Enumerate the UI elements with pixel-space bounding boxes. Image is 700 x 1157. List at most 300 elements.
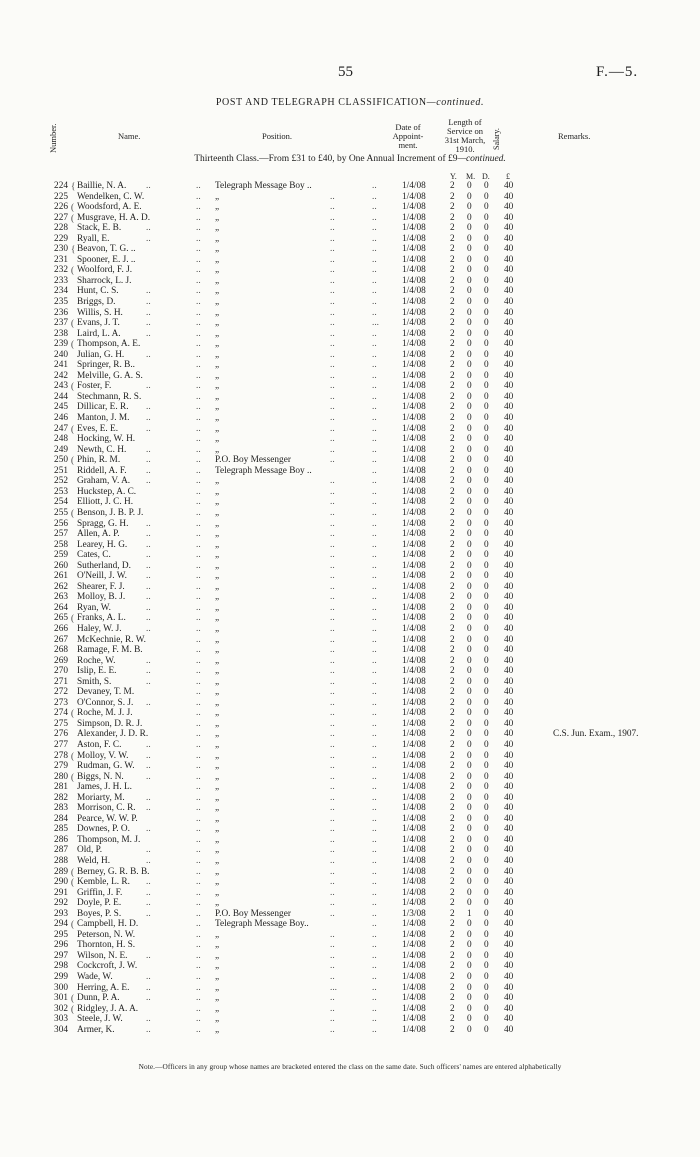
row-date: 1/4/08 <box>402 423 426 434</box>
row-months: 0 <box>467 972 472 983</box>
row-months: 0 <box>467 476 472 487</box>
row-number: 269 <box>54 655 68 666</box>
row-months: 0 <box>467 761 472 772</box>
row-date: 1/4/08 <box>402 486 426 497</box>
row-days: 0 <box>484 349 489 360</box>
row-salary: 40 <box>504 507 514 518</box>
row-leader: .. <box>372 845 377 856</box>
row-position: „ <box>215 877 220 888</box>
row-position: „ <box>215 856 220 866</box>
row-leader: .. <box>372 866 377 877</box>
row-number: 301 <box>54 993 68 1004</box>
row-leader: .. <box>330 550 335 561</box>
row-leader: .. <box>372 972 377 983</box>
row-leader: .. <box>146 771 151 782</box>
row-number: 283 <box>54 803 68 814</box>
row-leader: .. <box>146 181 151 191</box>
row-leader: .. <box>372 803 377 814</box>
row-number: 295 <box>54 929 68 940</box>
row-years: 2 <box>450 613 455 624</box>
row-days: 0 <box>484 908 489 919</box>
row-number: 266 <box>54 623 68 634</box>
row-leader: .. <box>196 539 201 550</box>
row-leader: .. <box>372 887 377 898</box>
row-salary: 40 <box>504 328 514 339</box>
row-leader: .. <box>196 244 201 255</box>
row-leader: .. <box>330 856 335 866</box>
row-date: 1/4/08 <box>402 739 426 750</box>
row-leader: .. <box>372 307 377 318</box>
row-leader: .. <box>196 919 201 930</box>
row-leader: .. <box>146 602 151 613</box>
row-leader: .. <box>146 1014 151 1025</box>
row-leader: .. <box>330 972 335 983</box>
row-days: 0 <box>484 360 489 371</box>
row-leader: .. <box>372 877 377 888</box>
row-years: 2 <box>450 623 455 634</box>
row-salary: 40 <box>504 887 514 898</box>
row-salary: 40 <box>504 845 514 856</box>
row-years: 2 <box>450 792 455 803</box>
row-years: 2 <box>450 202 455 213</box>
row-leader: .. <box>330 718 335 729</box>
row-position: „ <box>215 444 220 455</box>
row-name: Ramage, F. M. B. <box>77 645 143 656</box>
row-leader: .. <box>196 413 201 424</box>
row-leader: .. <box>146 761 151 772</box>
row-name: Briggs, D. <box>77 297 116 308</box>
row-months: 0 <box>467 202 472 213</box>
table-row <box>0 677 700 688</box>
row-name: Springer, R. B.. <box>77 360 135 371</box>
row-leader: ... <box>372 318 379 329</box>
row-bracket: ( <box>71 771 74 782</box>
row-number: 259 <box>54 550 68 561</box>
row-name: Stechmann, R. S. <box>77 391 142 402</box>
row-years: 2 <box>450 676 455 687</box>
row-number: 248 <box>54 434 68 445</box>
row-number: 274 <box>54 708 68 719</box>
row-days: 0 <box>484 486 489 497</box>
row-years: 2 <box>450 750 455 761</box>
row-salary: 40 <box>504 750 514 761</box>
row-name: Evans, J. T. <box>77 318 120 329</box>
row-position: „ <box>215 718 220 729</box>
row-leader: .. <box>372 792 377 803</box>
row-months: 0 <box>467 444 472 455</box>
row-leader: .. <box>196 718 201 729</box>
unit-pound: £ <box>506 172 510 181</box>
row-leader: .. <box>330 360 335 371</box>
table-row <box>0 803 700 814</box>
row-years: 2 <box>450 550 455 561</box>
row-years: 2 <box>450 592 455 603</box>
row-months: 0 <box>467 349 472 360</box>
row-leader: .. <box>330 676 335 687</box>
row-position: „ <box>215 761 220 772</box>
row-months: 0 <box>467 497 472 508</box>
row-name: Beavon, T. G. .. <box>77 244 136 255</box>
row-position: „ <box>215 887 220 898</box>
row-years: 2 <box>450 782 455 793</box>
row-salary: 40 <box>504 1014 514 1025</box>
row-days: 0 <box>484 507 489 518</box>
row-name: Sutherland, D. <box>77 560 131 571</box>
row-leader: .. <box>196 972 201 983</box>
table-row <box>0 666 700 677</box>
row-months: 0 <box>467 286 472 297</box>
row-salary: 40 <box>504 191 514 202</box>
row-years: 2 <box>450 856 455 866</box>
row-leader: .. <box>330 455 335 466</box>
row-position: „ <box>215 771 220 782</box>
row-leader: .. <box>196 708 201 719</box>
row-years: 2 <box>450 771 455 782</box>
row-leader: .. <box>330 729 335 740</box>
row-number: 243 <box>54 381 68 392</box>
row-years: 2 <box>450 877 455 888</box>
row-salary: 40 <box>504 434 514 445</box>
row-leader: .. <box>196 507 201 518</box>
row-years: 2 <box>450 233 455 244</box>
table-row <box>0 613 700 624</box>
row-salary: 40 <box>504 993 514 1004</box>
row-days: 0 <box>484 792 489 803</box>
row-number: 296 <box>54 940 68 951</box>
row-position: „ <box>215 898 220 909</box>
row-days: 0 <box>484 254 489 265</box>
row-leader: .. <box>146 898 151 909</box>
row-months: 0 <box>467 275 472 286</box>
row-leader: .. <box>372 771 377 782</box>
table-row <box>0 571 700 582</box>
row-leader: .. <box>372 655 377 666</box>
row-date: 1/4/08 <box>402 381 426 392</box>
row-name: Riddell, A. F. <box>77 465 127 476</box>
row-months: 0 <box>467 887 472 898</box>
row-name: Weld, H. <box>77 856 111 866</box>
row-days: 0 <box>484 993 489 1004</box>
table-row <box>0 497 700 508</box>
row-date: 1/4/08 <box>402 961 426 972</box>
row-years: 2 <box>450 381 455 392</box>
row-leader: .. <box>330 254 335 265</box>
row-days: 0 <box>484 444 489 455</box>
row-date: 1/4/08 <box>402 877 426 888</box>
row-number: 247 <box>54 423 68 434</box>
table-row <box>0 656 700 667</box>
row-position: „ <box>215 297 220 308</box>
row-leader: .. <box>330 233 335 244</box>
header-name: Name. <box>118 131 141 141</box>
row-years: 2 <box>450 602 455 613</box>
row-years: 2 <box>450 982 455 993</box>
row-days: 0 <box>484 581 489 592</box>
row-number: 286 <box>54 834 68 845</box>
table-row <box>0 466 700 477</box>
row-number: 257 <box>54 529 68 540</box>
row-years: 2 <box>450 908 455 919</box>
row-leader: .. <box>196 223 201 234</box>
row-years: 2 <box>450 191 455 202</box>
table-row <box>0 529 700 540</box>
row-leader: .. <box>372 1014 377 1025</box>
row-months: 0 <box>467 750 472 761</box>
row-number: 288 <box>54 856 68 866</box>
row-date: 1/4/08 <box>402 813 426 824</box>
table-row <box>0 940 700 951</box>
row-months: 0 <box>467 613 472 624</box>
row-salary: 40 <box>504 676 514 687</box>
row-leader: .. <box>330 381 335 392</box>
row-salary: 40 <box>504 708 514 719</box>
row-days: 0 <box>484 571 489 582</box>
row-years: 2 <box>450 275 455 286</box>
row-months: 0 <box>467 434 472 445</box>
row-leader: .. <box>372 961 377 972</box>
row-days: 0 <box>484 761 489 772</box>
row-days: 0 <box>484 729 489 740</box>
row-bracket: ( <box>71 708 74 719</box>
row-date: 1/4/08 <box>402 434 426 445</box>
table-row <box>0 455 700 466</box>
row-leader: .. <box>372 529 377 540</box>
table-row <box>0 919 700 930</box>
row-date: 1/4/08 <box>402 339 426 350</box>
row-name: Downes, P. O. <box>77 824 130 835</box>
row-months: 0 <box>467 265 472 276</box>
table-row <box>0 687 700 698</box>
row-leader: .. <box>372 254 377 265</box>
row-leader: .. <box>372 339 377 350</box>
row-name: Smith, S. <box>77 676 112 687</box>
row-number: 285 <box>54 824 68 835</box>
row-number: 281 <box>54 782 68 793</box>
row-position: „ <box>215 307 220 318</box>
row-leader: .. <box>146 307 151 318</box>
table-row <box>0 223 700 234</box>
row-leader: .. <box>196 929 201 940</box>
row-leader: .. <box>372 497 377 508</box>
row-leader: .. <box>146 318 151 329</box>
row-name: Berney, G. R. B. B. <box>77 866 150 877</box>
row-name: Graham, V. A. <box>77 476 131 487</box>
row-position: „ <box>215 729 220 740</box>
table-row <box>0 561 700 572</box>
row-years: 2 <box>450 761 455 772</box>
row-days: 0 <box>484 613 489 624</box>
row-date: 1/4/08 <box>402 613 426 624</box>
row-years: 2 <box>450 634 455 645</box>
row-number: 237 <box>54 318 68 329</box>
row-days: 0 <box>484 666 489 677</box>
row-leader: .. <box>330 1024 335 1035</box>
row-months: 0 <box>467 961 472 972</box>
row-days: 0 <box>484 834 489 845</box>
row-days: 0 <box>484 919 489 930</box>
row-number: 244 <box>54 391 68 402</box>
row-salary: 40 <box>504 370 514 381</box>
row-leader: .. <box>372 697 377 708</box>
row-days: 0 <box>484 739 489 750</box>
row-date: 1/4/08 <box>402 729 426 740</box>
row-date: 1/4/08 <box>402 782 426 793</box>
row-months: 0 <box>467 381 472 392</box>
header-length-service <box>437 118 493 154</box>
row-leader: .. <box>330 655 335 666</box>
row-salary: 40 <box>504 402 514 413</box>
row-position: „ <box>215 602 220 613</box>
row-leader: .. <box>196 550 201 561</box>
row-position: „ <box>215 349 220 360</box>
row-years: 2 <box>450 560 455 571</box>
row-position: „ <box>215 402 220 413</box>
row-leader: .. <box>330 539 335 550</box>
row-months: 1 <box>467 908 472 919</box>
row-position: „ <box>215 623 220 634</box>
row-days: 0 <box>484 813 489 824</box>
row-date: 1/4/08 <box>402 202 426 213</box>
row-number: 275 <box>54 718 68 729</box>
header-number: Number. <box>48 123 58 153</box>
row-months: 0 <box>467 1014 472 1025</box>
row-years: 2 <box>450 423 455 434</box>
row-leader: .. <box>146 792 151 803</box>
row-name: Ridgley, J. A. A. <box>77 1003 139 1014</box>
row-position: „ <box>215 655 220 666</box>
row-days: 0 <box>484 402 489 413</box>
row-leader: .. <box>196 233 201 244</box>
row-salary: 40 <box>504 560 514 571</box>
table-row <box>0 1014 700 1025</box>
row-months: 0 <box>467 181 472 191</box>
row-leader: .. <box>372 982 377 993</box>
row-days: 0 <box>484 697 489 708</box>
row-date: 1/4/08 <box>402 497 426 508</box>
row-position: „ <box>215 339 220 350</box>
row-years: 2 <box>450 318 455 329</box>
row-leader: .. <box>146 529 151 540</box>
row-leader: .. <box>146 750 151 761</box>
row-salary: 40 <box>504 254 514 265</box>
table-row <box>0 413 700 424</box>
row-name: Peterson, N. W. <box>77 929 136 940</box>
header-length-line-4: 1910. <box>455 143 475 154</box>
row-years: 2 <box>450 813 455 824</box>
row-salary: 40 <box>504 898 514 909</box>
row-position: „ <box>215 961 220 972</box>
table-row <box>0 729 700 740</box>
row-leader: .. <box>146 856 151 866</box>
table-row <box>0 392 700 403</box>
row-days: 0 <box>484 518 489 529</box>
row-date: 1/4/08 <box>402 539 426 550</box>
row-leader: .. <box>330 761 335 772</box>
row-position: „ <box>215 223 220 234</box>
row-days: 0 <box>484 645 489 656</box>
row-salary: 40 <box>504 645 514 656</box>
row-months: 0 <box>467 687 472 698</box>
row-leader: .. <box>330 803 335 814</box>
table-row <box>0 371 700 382</box>
row-leader: .. <box>196 423 201 434</box>
row-name: Herring, A. E. <box>77 982 130 993</box>
row-date: 1/4/08 <box>402 771 426 782</box>
row-name: Thornton, H. S. <box>77 940 136 951</box>
row-salary: 40 <box>504 634 514 645</box>
row-leader: .. <box>330 202 335 213</box>
row-number: 303 <box>54 1014 68 1025</box>
row-leader: .. <box>196 993 201 1004</box>
row-months: 0 <box>467 455 472 466</box>
row-months: 0 <box>467 803 472 814</box>
row-leader: .. <box>146 877 151 888</box>
row-days: 0 <box>484 866 489 877</box>
row-number: 278 <box>54 750 68 761</box>
row-number: 250 <box>54 455 68 466</box>
row-date: 1/4/08 <box>402 191 426 202</box>
row-leader: .. <box>146 328 151 339</box>
row-position: „ <box>215 950 220 961</box>
row-bracket: { <box>71 181 76 191</box>
footnote: Note.—Officers in any group whose names are bracketed entered the class on the same date. Such officers' names are entered alphabetically <box>138 1062 562 1071</box>
table-row <box>0 635 700 646</box>
row-years: 2 <box>450 539 455 550</box>
row-leader: .. <box>330 666 335 677</box>
row-leader: .. <box>330 908 335 919</box>
row-position: „ <box>215 381 220 392</box>
row-number: 292 <box>54 898 68 909</box>
row-salary: 40 <box>504 233 514 244</box>
row-number: 287 <box>54 845 68 856</box>
row-days: 0 <box>484 824 489 835</box>
row-salary: 40 <box>504 581 514 592</box>
row-remarks: C.S. Jun. Exam., 1907. <box>553 729 639 740</box>
row-days: 0 <box>484 623 489 634</box>
row-leader: .. <box>372 244 377 255</box>
row-leader: .. <box>196 687 201 698</box>
row-name: Griffin, J. F. <box>77 887 123 898</box>
row-leader: .. <box>372 423 377 434</box>
row-bracket: ( <box>71 750 74 761</box>
row-position: „ <box>215 782 220 793</box>
row-leader: .. <box>372 349 377 360</box>
row-days: 0 <box>484 202 489 213</box>
row-leader: .. <box>146 982 151 993</box>
row-number: 265 <box>54 613 68 624</box>
row-date: 1/4/08 <box>402 307 426 318</box>
row-leader: .. <box>196 697 201 708</box>
row-years: 2 <box>450 529 455 540</box>
table-row <box>0 234 700 245</box>
row-leader: .. <box>330 212 335 223</box>
row-name: Manton, J. M. <box>77 413 130 424</box>
row-name: Benson, J. B. P. J. <box>77 507 144 518</box>
row-years: 2 <box>450 476 455 487</box>
row-position: „ <box>215 834 220 845</box>
row-leader: .. <box>196 856 201 866</box>
row-number: 290 <box>54 877 68 888</box>
row-leader: .. <box>330 444 335 455</box>
row-leader: .. <box>330 486 335 497</box>
row-number: 232 <box>54 265 68 276</box>
table-row <box>0 993 700 1004</box>
row-years: 2 <box>450 697 455 708</box>
row-leader: .. <box>196 634 201 645</box>
row-months: 0 <box>467 1024 472 1035</box>
row-leader: .. <box>330 286 335 297</box>
row-leader: .. <box>196 908 201 919</box>
